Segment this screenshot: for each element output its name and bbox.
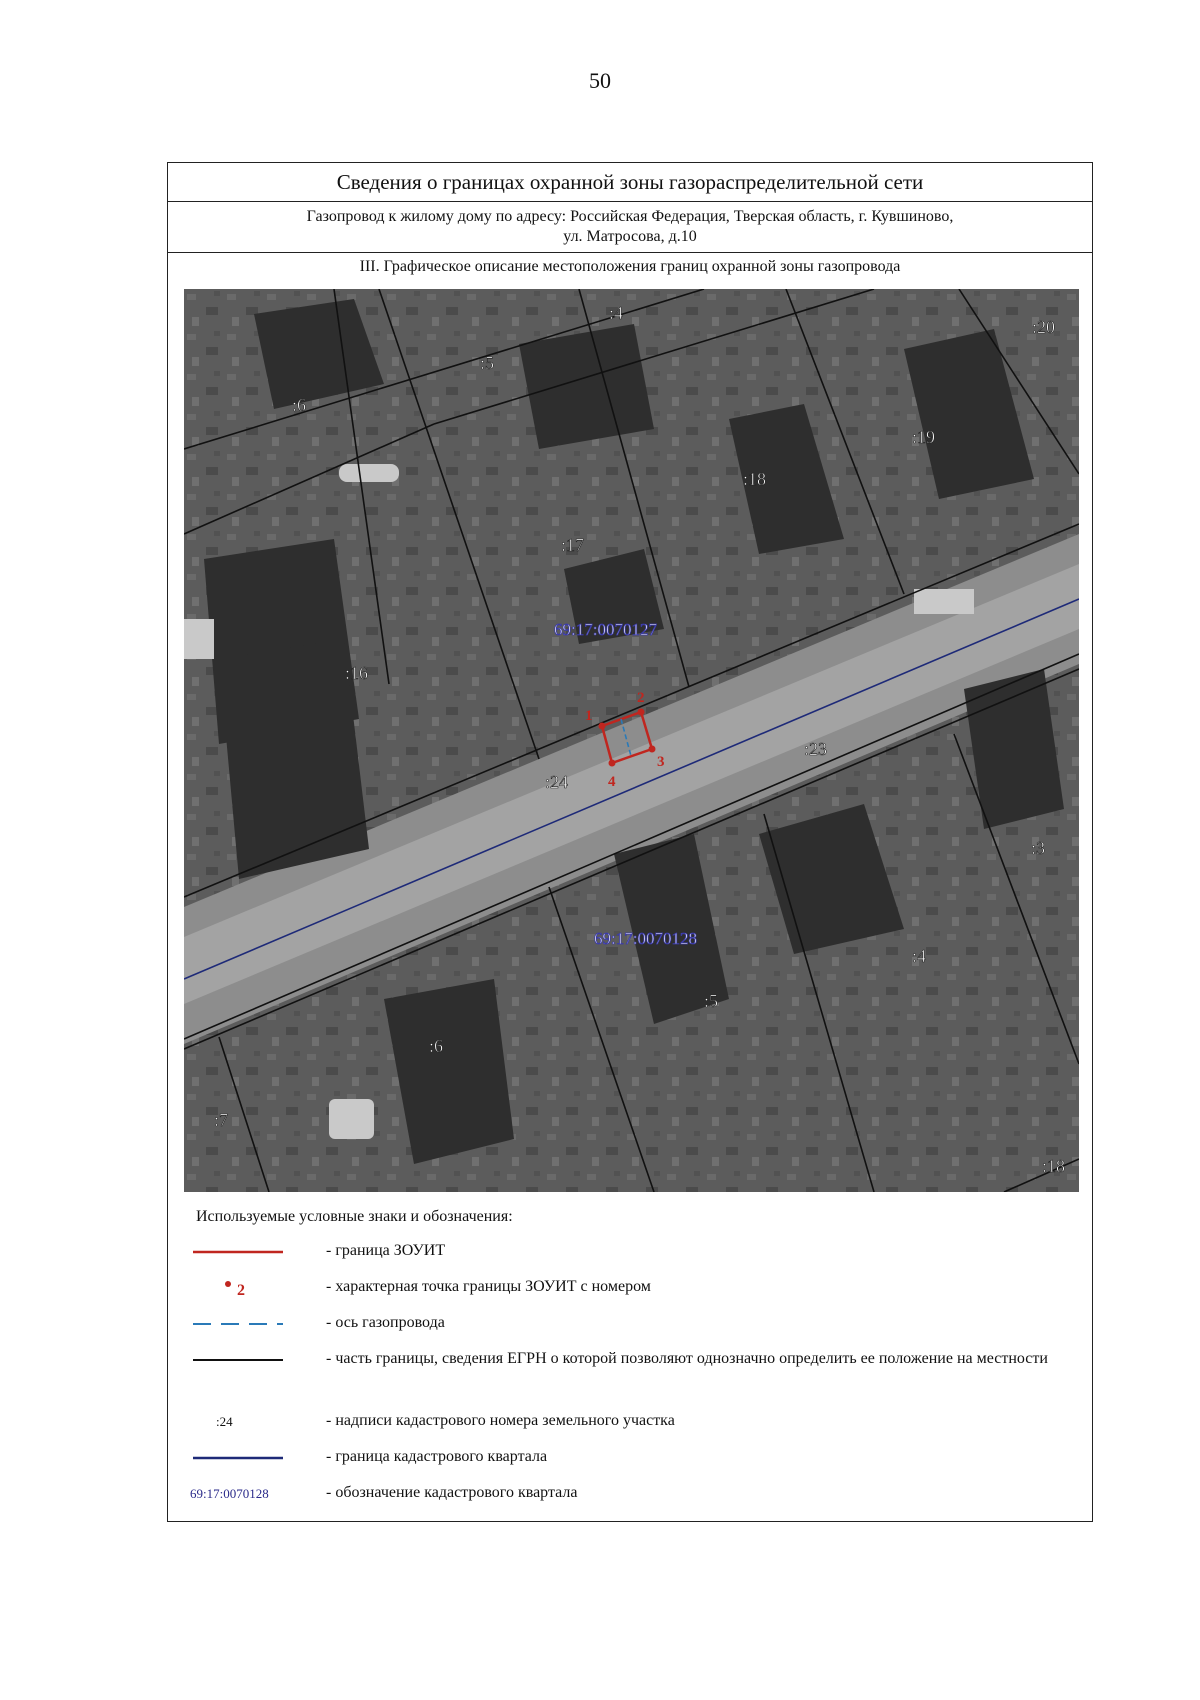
plot-label: :23: [804, 739, 828, 759]
document-title: Сведения о границах охранной зоны газораспределительной сети: [168, 163, 1092, 202]
plot-label: :20: [1032, 317, 1056, 337]
zone-point-2: [638, 709, 645, 716]
red-point-symbol: [178, 1276, 293, 1300]
plot-label: :3: [1031, 838, 1046, 858]
object-line-1: Газопровод к жилому дому по адресу: Российская Федерация, Тверская область, г. Кувшиново,: [306, 208, 954, 225]
legend-text: - часть границы, сведения ЕГРН о которой позволяют однозначно определить ее положение на местности: [326, 1350, 1048, 1367]
legend-point-number: 2: [237, 1282, 245, 1299]
black-line-symbol: [178, 1348, 293, 1372]
plot-label: :4: [609, 303, 624, 323]
plot-label: :18: [743, 469, 767, 489]
quarter-label: 69:17:0070128: [594, 929, 697, 948]
object-line-2: ул. Матросова, д.10: [563, 228, 697, 245]
plot-label: :24: [545, 772, 569, 792]
quarter-label: 69:17:0070127: [554, 620, 657, 639]
zone-point-3: [649, 746, 656, 753]
legend-text: - надписи кадастрового номера земельного участка: [326, 1412, 675, 1429]
plot-label: :17: [561, 535, 585, 555]
legend-text: - обозначение кадастрового квартала: [326, 1484, 578, 1501]
legend-text: - характерная точка границы ЗОУИТ с номером: [326, 1278, 651, 1295]
legend-title: Используемые условные знаки и обозначения:: [196, 1208, 513, 1225]
plot-label-symbol: :24: [216, 1414, 233, 1429]
plot-label: :5: [704, 991, 719, 1011]
plot-label: :6: [292, 395, 307, 415]
point-label-2: 2: [637, 690, 645, 706]
plot-label: :5: [480, 353, 495, 373]
legend-text: - граница кадастрового квартала: [326, 1448, 548, 1465]
quarter-label-symbol: 69:17:0070128: [190, 1486, 269, 1501]
point-label-1: 1: [585, 708, 593, 724]
point-label-3: 3: [657, 754, 665, 770]
zone-point-1: [599, 723, 606, 730]
page-number: 50: [589, 68, 611, 93]
zone-point-4: [609, 760, 616, 767]
legend-text: - граница ЗОУИТ: [326, 1242, 446, 1259]
aerial-map: [184, 289, 1079, 1192]
plot-label: :16: [345, 663, 369, 683]
plot-label: :19: [912, 427, 936, 447]
legend-text: - ось газопровода: [326, 1314, 445, 1331]
document-frame: [167, 162, 1093, 1522]
navy-line-symbol: [178, 1446, 293, 1470]
section-heading: III. Графическое описание местоположения границ охранной зоны газопровода: [359, 258, 901, 275]
map-canvas: [184, 289, 1079, 1192]
plot-label: :7: [214, 1110, 229, 1130]
point-label-4: 4: [608, 774, 616, 790]
plot-label: :18: [1042, 1156, 1066, 1176]
red-line-symbol: [178, 1240, 293, 1264]
plot-label: :4: [912, 946, 927, 966]
blue-dashed-line-symbol: [178, 1312, 293, 1336]
plot-label: :6: [429, 1036, 444, 1056]
object-description: [168, 202, 1092, 253]
